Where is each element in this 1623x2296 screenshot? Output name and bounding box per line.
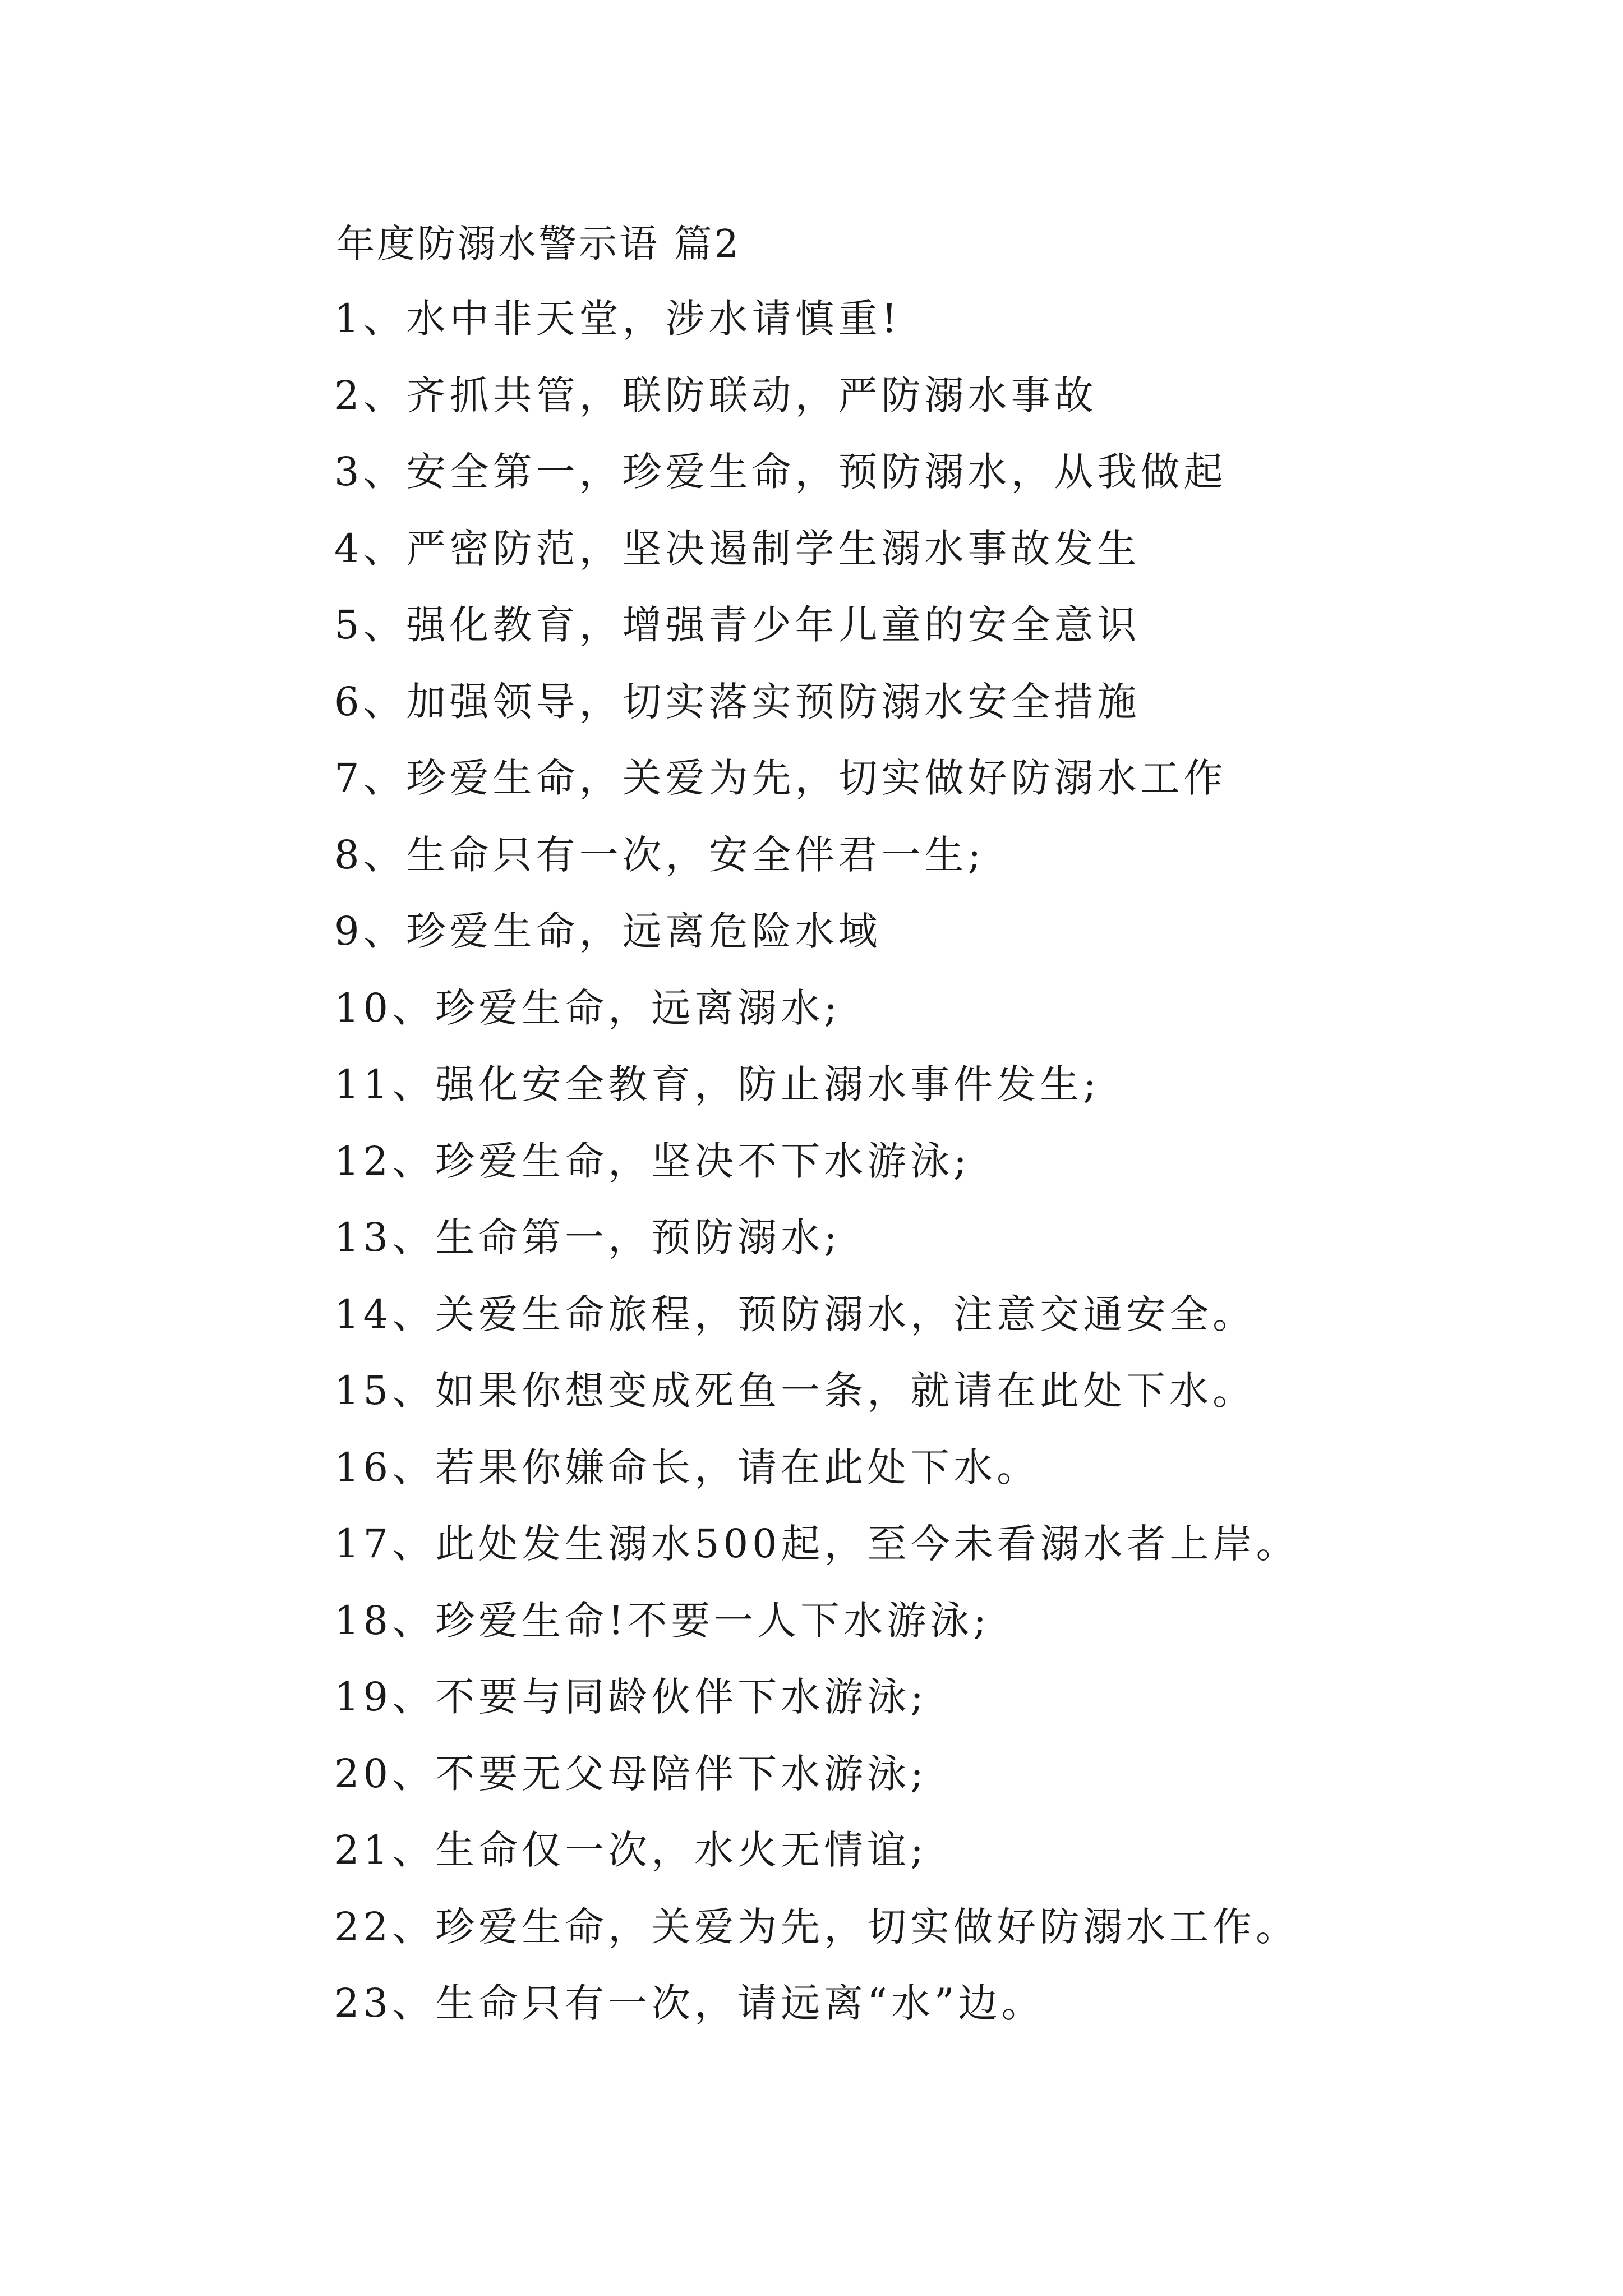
slogan-item-20: 20、不要无父母陪伴下水游泳; [334,1750,928,1797]
slogan-item-9: 9、珍爱生命，远离危险水域 [334,908,882,954]
slogan-item-8: 8、生命只有一次，安全伴君一生; [334,831,985,878]
slogan-list [334,292,1299,2053]
slogan-item-6: 6、加强领导，切实落实预防溺水安全措施 [334,678,1141,725]
slogan-item-14: 14、关爱生命旅程，预防溺水，注意交通安全。 [334,1291,1256,1337]
slogan-item-11: 11、强化安全教育，防止溺水事件发生; [334,1061,1100,1107]
slogan-item-4: 4、严密防范，坚决遏制学生溺水事故发生 [334,525,1141,572]
slogan-item-15: 15、如果你想变成死鱼一条，就请在此处下水。 [334,1368,1256,1414]
slogan-item-1: 1、水中非天堂，涉水请慎重! [334,296,901,342]
slogan-item-22: 22、珍爱生命，关爱为先，切实做好防溺水工作。 [334,1903,1299,1950]
slogan-item-18: 18、珍爱生命!不要一人下水游泳; [334,1597,990,1644]
slogan-item-5: 5、强化教育，增强青少年儿童的安全意识 [334,602,1141,648]
slogan-item-7: 7、珍爱生命，关爱为先，切实做好防溺水工作 [334,755,1227,801]
slogan-item-19: 19、不要与同龄伙伴下水游泳; [334,1674,928,1720]
slogan-item-10: 10、珍爱生命，远离溺水; [334,984,841,1031]
slogan-item-3: 3、安全第一，珍爱生命，预防溺水，从我做起 [334,449,1227,495]
slogan-item-23: 23、生命只有一次，请远离“水”边。 [334,1980,1045,2026]
slogan-item-17: 17、此处发生溺水500起，至今未看溺水者上岸。 [334,1521,1299,1567]
slogan-item-21: 21、生命仅一次，水火无情谊; [334,1827,928,1873]
slogan-item-13: 13、生命第一，预防溺水; [334,1214,841,1260]
slogan-item-12: 12、珍爱生命，坚决不下水游泳; [334,1138,971,1184]
slogan-item-2: 2、齐抓共管，联防联动，严防溺水事故 [334,372,1098,418]
document-title: 年度防溺水警示语 篇2 [336,222,741,266]
slogan-item-16: 16、若果你嫌命长，请在此处下水。 [334,1444,1040,1490]
